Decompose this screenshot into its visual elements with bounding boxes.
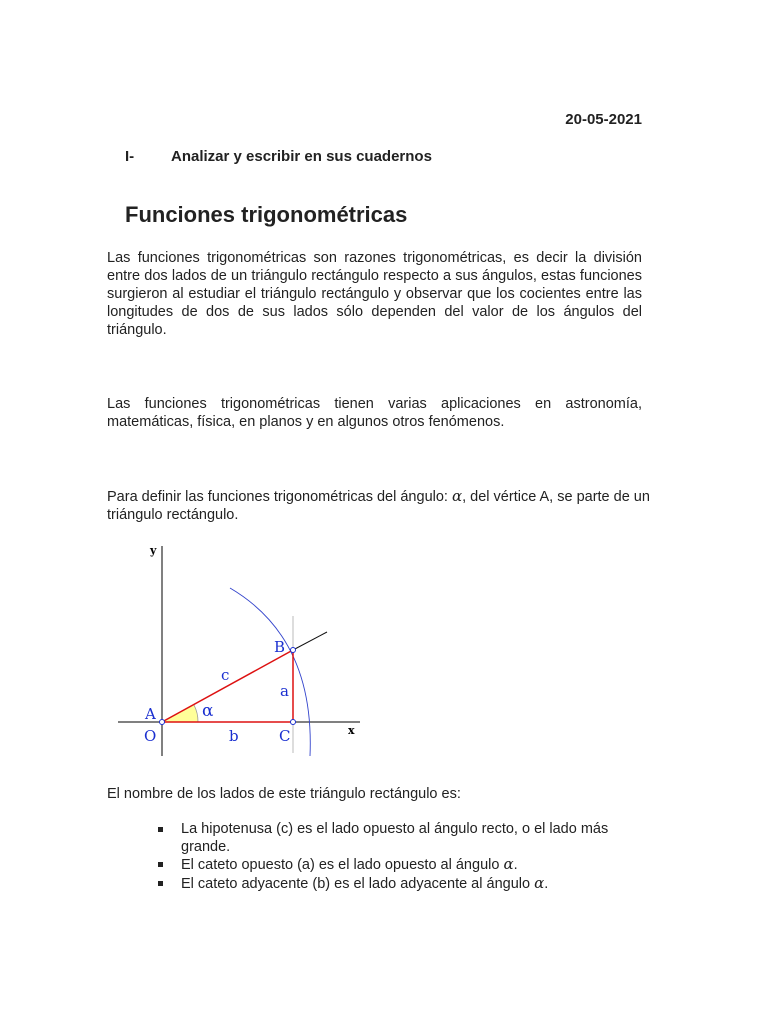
section-heading — [125, 148, 432, 165]
document-date: 20-05-2021 — [565, 111, 642, 128]
section-number: I- — [125, 148, 135, 165]
paragraph-angle-intro-end: , del vértice A, se parte de un triángulo rectángulo. — [107, 489, 650, 523]
list-item-opposite — [155, 856, 655, 875]
axis-x-label: x — [348, 724, 355, 737]
list-item-hypotenuse — [155, 821, 655, 856]
point-a-label: A — [145, 705, 156, 723]
page-title: Funciones trigonométricas — [125, 202, 408, 227]
alpha-symbol: α — [534, 873, 545, 892]
list-item-end: . — [544, 875, 549, 892]
paragraph-sides-intro: El nombre de los lados de este triángulo rectángulo es: — [107, 786, 461, 802]
square-bullet-icon — [158, 862, 163, 867]
hypotenuse-extension — [293, 632, 327, 650]
side-a-label: a — [280, 682, 289, 700]
list-item-text: El cateto opuesto (a) es el lado opuesto al ángulo — [181, 857, 504, 873]
point-c-label: C — [279, 727, 291, 745]
list-item-adjacent — [155, 875, 655, 894]
sides-list — [155, 821, 655, 893]
paragraph-definition: Las funciones trigonométricas son razones trigonométricas, es decir la división entre dos lados de un triángulo rectángulo respecto a sus ángulos, estas funciones surgieron al estudiar el triángulo rectángulo y observar que los cocientes entre las longitudes de dos de sus lados sólo dependen del valor de los ángulos del triángulo. — [107, 250, 642, 338]
right-triangle-diagram — [110, 538, 370, 763]
square-bullet-icon — [158, 881, 163, 886]
side-c-label: c — [221, 666, 230, 684]
paragraph-angle-intro — [107, 487, 657, 524]
side-c-line — [162, 650, 293, 722]
point-b-marker — [291, 648, 296, 653]
alpha-symbol: α — [451, 487, 463, 505]
list-item-text: La hipotenusa (c) es el lado opuesto al ángulo recto, o el lado más grande. — [181, 821, 609, 855]
angle-label: α — [202, 701, 214, 721]
paragraph-applications: Las funciones trigonométricas tienen varias aplicaciones en astronomía, matemáticas, física, en planos y en algunos otros fenómenos. — [107, 396, 642, 430]
section-instruction: Analizar y escribir en sus cuadernos — [171, 148, 432, 165]
origin-label: O — [144, 727, 157, 745]
list-item-end: . — [513, 857, 518, 873]
alpha-symbol: α — [503, 855, 514, 873]
unit-circle-arc — [230, 588, 310, 756]
paragraph-angle-intro-start: Para definir las funciones trigonométricas del ángulo: — [107, 489, 452, 505]
point-a-marker — [160, 720, 165, 725]
point-b-label: B — [274, 638, 286, 656]
point-c-marker — [291, 720, 296, 725]
axis-y-label: y — [150, 544, 157, 557]
square-bullet-icon — [158, 827, 163, 832]
side-b-label: b — [229, 727, 239, 745]
list-item-text: El cateto adyacente (b) es el lado adyacente al ángulo — [181, 875, 535, 892]
